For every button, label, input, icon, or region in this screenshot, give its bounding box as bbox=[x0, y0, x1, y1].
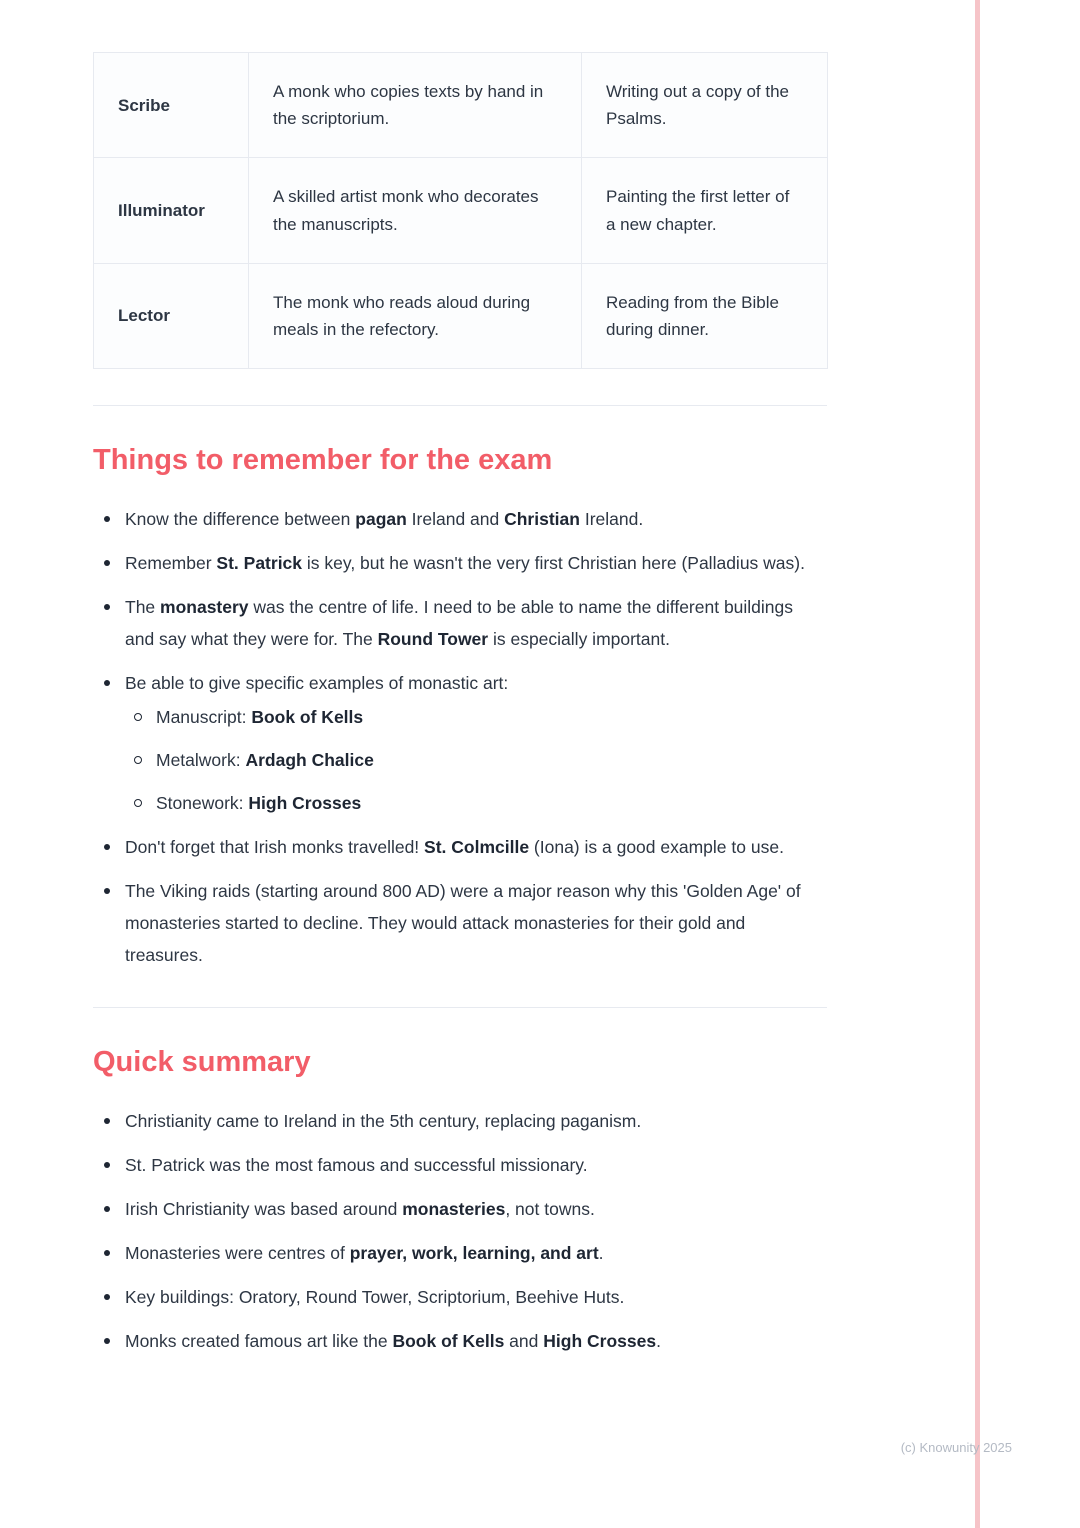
sub-bullet-item: Metalwork: Ardagh Chalice bbox=[125, 744, 827, 776]
sub-bullet-item: Manuscript: Book of Kells bbox=[125, 701, 827, 733]
monastic-roles-table bbox=[93, 52, 828, 369]
bold-text: Christian bbox=[504, 509, 580, 530]
bold-text: monasteries bbox=[402, 1199, 506, 1220]
bullet-item: Know the difference between pagan Ireland and Christian Ireland. bbox=[93, 503, 827, 535]
bullet-item: The monastery was the centre of life. I need to be able to name the different buildings and say what they were for. The Round Tower is especially important. bbox=[93, 591, 827, 655]
bullet-item: Christianity came to Ireland in the 5th century, replacing paganism. bbox=[93, 1105, 827, 1137]
bold-text: High Crosses bbox=[543, 1331, 657, 1352]
bold-text: monastery bbox=[160, 597, 249, 618]
bullet-item: Remember St. Patrick is key, but he wasn't the very first Christian here (Palladius was). bbox=[93, 547, 827, 579]
bullet-item: St. Patrick was the most famous and successful missionary. bbox=[93, 1149, 827, 1181]
sub-bullet-list bbox=[125, 701, 827, 819]
table-cell-example: Reading from the Bible during dinner. bbox=[582, 263, 828, 368]
bullet-item: Monasteries were centres of prayer, work, learning, and art. bbox=[93, 1237, 827, 1269]
bold-text: High Crosses bbox=[248, 793, 362, 814]
table-cell-description: A skilled artist monk who decorates the manuscripts. bbox=[249, 158, 582, 263]
bullet-item: The Viking raids (starting around 800 AD) were a major reason why this 'Golden Age' of monasteries started to decline. They would attack monasteries for their gold and treasures. bbox=[93, 875, 827, 971]
section-heading-things-to-remember: Things to remember for the exam bbox=[93, 444, 553, 477]
bold-text: pagan bbox=[355, 509, 407, 530]
table-row bbox=[94, 263, 828, 368]
page-edge-accent-line bbox=[975, 0, 980, 1528]
copyright-footer: (c) Knowunity 2025 bbox=[900, 1440, 1012, 1455]
section-divider bbox=[93, 1007, 827, 1008]
bullet-item: Be able to give specific examples of monastic art: Manuscript: Book of Kells Metalwork: Ardagh Chalice Stonework: High Crosses bbox=[93, 667, 827, 819]
bullet-item: Don't forget that Irish monks travelled! St. Colmcille (Iona) is a good example to use. bbox=[93, 831, 827, 863]
bold-text: Round Tower bbox=[377, 629, 489, 650]
table-row bbox=[94, 53, 828, 158]
bold-text: Book of Kells bbox=[392, 1331, 505, 1352]
table-cell-term: Scribe bbox=[94, 53, 249, 158]
bold-text: St. Patrick bbox=[216, 553, 303, 574]
bullet-item: Monks created famous art like the Book of Kells and High Crosses. bbox=[93, 1325, 827, 1357]
bold-text: prayer, work, learning, and art bbox=[349, 1243, 599, 1264]
table-cell-example: Writing out a copy of the Psalms. bbox=[582, 53, 828, 158]
bold-text: St. Colmcille bbox=[424, 837, 530, 858]
bold-text: Book of Kells bbox=[251, 707, 364, 728]
section-quick-summary bbox=[93, 1046, 827, 1357]
monastic-roles-table-body bbox=[94, 53, 828, 369]
bold-text: Ardagh Chalice bbox=[245, 750, 374, 771]
table-cell-example: Painting the first letter of a new chapter. bbox=[582, 158, 828, 263]
table-cell-term: Lector bbox=[94, 263, 249, 368]
page-content bbox=[93, 52, 827, 1369]
sub-bullet-item: Stonework: High Crosses bbox=[125, 787, 827, 819]
table-row bbox=[94, 158, 828, 263]
section-divider bbox=[93, 405, 827, 406]
section-things-to-remember bbox=[93, 444, 827, 971]
bullet-list-things-to-remember bbox=[93, 503, 827, 971]
bullet-item: Key buildings: Oratory, Round Tower, Scriptorium, Beehive Huts. bbox=[93, 1281, 827, 1313]
bullet-list-quick-summary bbox=[93, 1105, 827, 1357]
bullet-item: Irish Christianity was based around monasteries, not towns. bbox=[93, 1193, 827, 1225]
table-cell-term: Illuminator bbox=[94, 158, 249, 263]
section-heading-quick-summary: Quick summary bbox=[93, 1046, 311, 1079]
table-cell-description: A monk who copies texts by hand in the scriptorium. bbox=[249, 53, 582, 158]
table-cell-description: The monk who reads aloud during meals in the refectory. bbox=[249, 263, 582, 368]
